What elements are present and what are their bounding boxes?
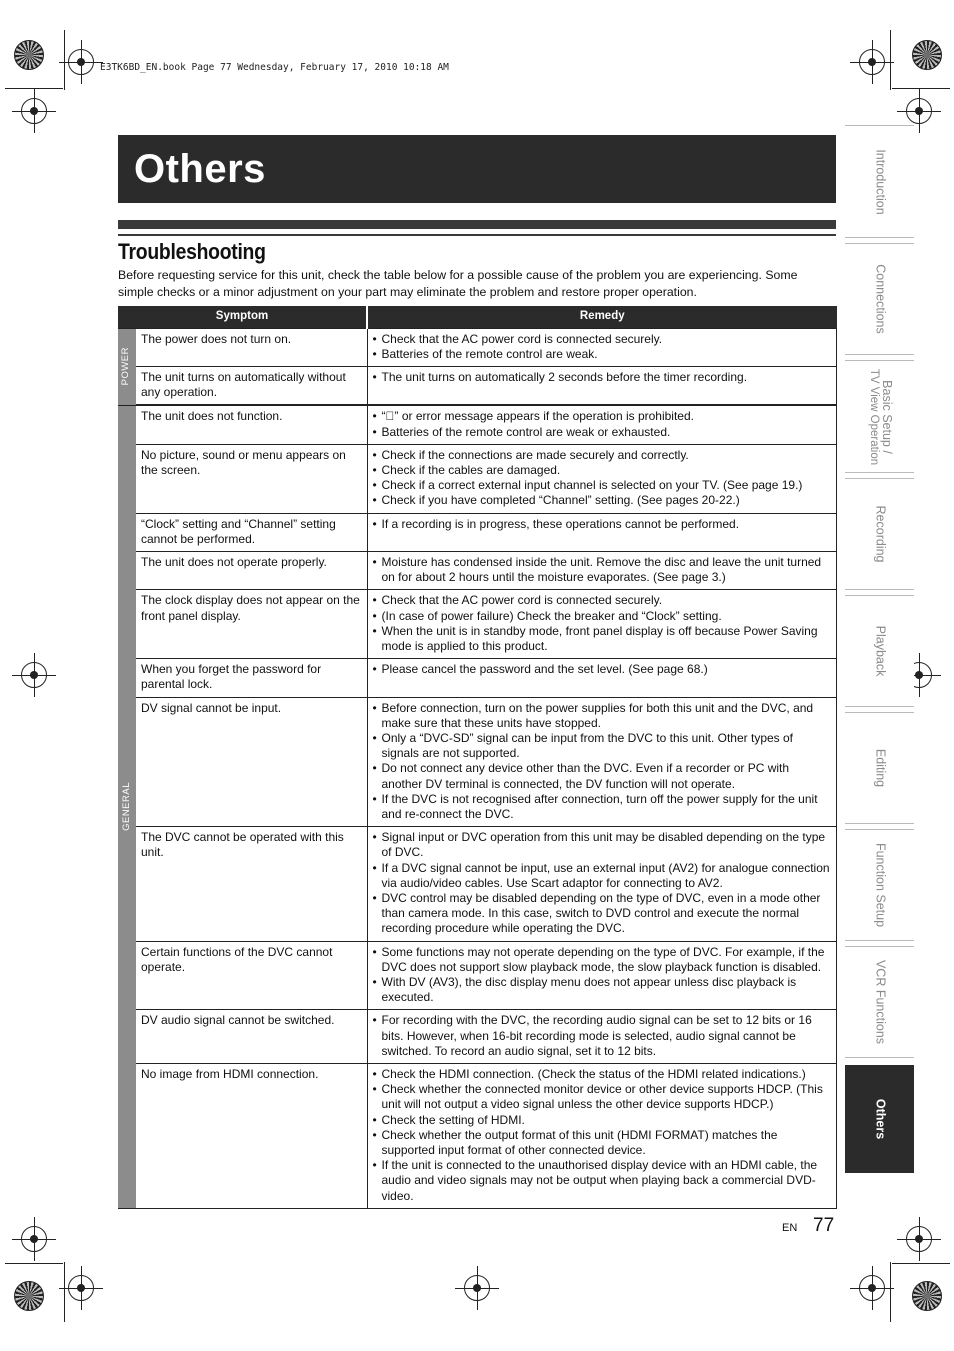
- table-row: [118, 659, 837, 697]
- side-tab-editing[interactable]: [845, 712, 914, 824]
- remedy-list: [373, 332, 832, 362]
- remedy-item: • If a recording is in progress, these operations cannot be performed.: [373, 517, 832, 532]
- symptom-cell: Certain functions of the DVC cannot operate.: [136, 941, 367, 1010]
- side-tab-vcr-functions[interactable]: [845, 946, 914, 1058]
- remedy-item: • With DV (AV3), the disc display menu does not appear unless disc playback is executed.: [373, 975, 832, 1005]
- remedy-cell: [367, 941, 837, 1010]
- crop-mark: [5, 88, 63, 89]
- table-body: [118, 328, 837, 1208]
- table-row: [118, 444, 837, 513]
- remedy-list: [373, 409, 832, 439]
- remedy-list: [373, 1013, 832, 1059]
- registration-disc-bottom-left: [14, 1281, 44, 1311]
- table-row: [118, 1010, 837, 1064]
- remedy-item: • If the unit is connected to the unauthorised display device with an HDMI cable, the audio and video signals may not be output when playing back a commercial DVD-video.: [373, 1158, 832, 1204]
- remedy-item: • Batteries of the remote control are weak.: [373, 347, 832, 362]
- remedy-list: [373, 701, 832, 823]
- crosshair-mark: [21, 662, 47, 688]
- table-row: [118, 551, 837, 589]
- remedy-item: • Check that the AC power cord is connected securely.: [373, 593, 832, 608]
- table-row: [118, 697, 837, 827]
- remedy-item: • Check if the connections are made securely and correctly.: [373, 448, 832, 463]
- remedy-item: • Check that the AC power cord is connected securely.: [373, 332, 832, 347]
- side-tab-recording[interactable]: [845, 478, 914, 590]
- crop-mark: [890, 1262, 891, 1322]
- symptom-cell: The DVC cannot be operated with this unit.: [136, 827, 367, 941]
- side-tab-label-line: Recording: [873, 505, 887, 563]
- side-tab-label: [873, 960, 886, 1044]
- remedy-cell: [367, 366, 837, 405]
- symptom-cell: No picture, sound or menu appears on the screen.: [136, 444, 367, 513]
- intro-paragraph: Before requesting service for this unit, check the table below for a possible cause of the problem you are experiencing. Some simple checks or a minor adjustment on your part may eliminate the problem and restore proper operation.: [118, 268, 798, 299]
- side-tab-label-line: TV View Operation: [867, 368, 880, 465]
- side-tab-connections[interactable]: [845, 243, 914, 355]
- remedy-item: • “⃠” or error message appears if the operation is prohibited.: [373, 409, 832, 424]
- chapter-title: Others: [134, 147, 266, 191]
- crop-mark: [5, 1263, 63, 1264]
- remedy-item: • If a DVC signal cannot be input, use an external input (AV2) for analogue connection via audio/video cables. Use Scart adaptor for connecting to AV2.: [373, 861, 832, 891]
- crosshair-mark: [68, 49, 94, 75]
- side-tab-label-line: Function Setup: [873, 842, 887, 928]
- remedy-item: • Batteries of the remote control are weak or exhausted.: [373, 425, 832, 440]
- crosshair-mark: [21, 1226, 47, 1252]
- symptom-cell: When you forget the password for parental lock.: [136, 659, 367, 697]
- header-remedy: Remedy: [367, 306, 837, 328]
- registration-disc-bottom-right: [912, 1281, 942, 1311]
- remedy-item: • Check the HDMI connection. (Check the status of the HDMI related indications.): [373, 1067, 832, 1082]
- remedy-list: [373, 593, 832, 654]
- remedy-item: • DVC control may be disabled depending on the type of DVC, even in a mode other than camera mode. In this case, switch to DVD control and execute the normal recording procedure while operating the DVC.: [373, 891, 832, 937]
- remedy-item: • Please cancel the password and the set level. (See page 68.): [373, 662, 832, 677]
- remedy-cell: [367, 590, 837, 659]
- remedy-list: [373, 448, 832, 509]
- remedy-item: • Check if the cables are damaged.: [373, 463, 832, 478]
- remedy-item: • When the unit is in standby mode, front panel display is off because Power Saving mode is applied to this product.: [373, 624, 832, 654]
- side-tab-label: [873, 506, 886, 563]
- symptom-cell: The clock display does not appear on the front panel display.: [136, 590, 367, 659]
- crosshair-mark: [906, 1226, 932, 1252]
- remedy-item: • The unit turns on automatically 2 seconds before the timer recording.: [373, 370, 832, 385]
- remedy-item: • Check if you have completed “Channel” setting. (See pages 20-22.): [373, 493, 832, 508]
- remedy-item: • Check the setting of HDMI.: [373, 1113, 832, 1128]
- remedy-list: [373, 370, 832, 385]
- remedy-cell: [367, 444, 837, 513]
- crosshair-mark: [859, 49, 885, 75]
- table-row: [118, 827, 837, 941]
- side-tab-label: [873, 626, 886, 677]
- side-tab-label: [873, 149, 886, 214]
- side-tab-others[interactable]: [845, 1065, 914, 1173]
- crop-mark: [892, 1263, 950, 1264]
- remedy-item: • Check whether the output format of this unit (HDMI FORMAT) matches the supported input format of other connected device.: [373, 1128, 832, 1158]
- remedy-cell: [367, 405, 837, 444]
- remedy-cell: [367, 328, 837, 366]
- table-row: [118, 941, 837, 1010]
- remedy-item: • (In case of power failure) Check the breaker and “Clock” setting.: [373, 609, 832, 624]
- symptom-cell: The unit does not function.: [136, 405, 367, 444]
- remedy-cell: [367, 513, 837, 551]
- symptom-cell: “Clock” setting and “Channel” setting cannot be performed.: [136, 513, 367, 551]
- book-slug-line: E3TK6BD_EN.book Page 77 Wednesday, February 17, 2010 10:18 AM: [100, 62, 449, 73]
- crosshair-mark: [21, 98, 47, 124]
- side-tab-label: [867, 368, 893, 464]
- header-symptom: Symptom: [118, 306, 367, 328]
- crosshair-mark: [464, 1275, 490, 1301]
- remedy-item: • Some functions may not operate depending on the type of DVC. For example, if the DVC does not support slow playback mode, the slow playback function is disabled.: [373, 945, 832, 975]
- symptom-cell: DV signal cannot be input.: [136, 697, 367, 827]
- symptom-cell: The unit does not operate properly.: [136, 551, 367, 589]
- side-tab-label-line: Playback: [873, 625, 887, 677]
- side-tab-function-setup[interactable]: [845, 829, 914, 941]
- symptom-cell: No image from HDMI connection.: [136, 1064, 367, 1209]
- remedy-cell: [367, 1064, 837, 1209]
- side-tab-label-line: Basic Setup /: [879, 379, 894, 454]
- crosshair-mark: [859, 1275, 885, 1301]
- section-rule: [118, 220, 836, 229]
- remedy-item: • If the DVC is not recognised after connection, turn off the power supply for the unit and re-connect the DVC.: [373, 792, 832, 822]
- crop-mark: [64, 1262, 65, 1322]
- symptom-cell: The unit turns on automatically without any operation.: [136, 366, 367, 405]
- remedy-item: • Do not connect any device other than the DVC. Even if a recorder or PC with another DV terminal is connected, the DV function will not operate.: [373, 761, 832, 791]
- remedy-cell: [367, 827, 837, 941]
- side-tab-introduction[interactable]: [845, 125, 914, 238]
- remedy-item: • For recording with the DVC, the recording audio signal can be set to 12 bits or 16 bits. However, when 16-bit recording mode is selected, audio signal cannot be switched. To record an audio signal, set it to 12 bits.: [373, 1013, 832, 1059]
- table-row: [118, 590, 837, 659]
- remedy-list: [373, 1067, 832, 1204]
- remedy-list: [373, 555, 832, 585]
- crosshair-mark: [906, 98, 932, 124]
- symptom-cell: The power does not turn on.: [136, 328, 367, 366]
- footer-language: EN: [782, 1222, 798, 1234]
- side-tab-label-line: Editing: [873, 748, 887, 788]
- crosshair-mark: [68, 1275, 94, 1301]
- table-row: [118, 1064, 837, 1209]
- side-tab-label-line: VCR Functions: [873, 959, 887, 1045]
- side-tab-label: [873, 264, 886, 334]
- symptom-cell: DV audio signal cannot be switched.: [136, 1010, 367, 1064]
- remedy-cell: [367, 697, 837, 827]
- remedy-list: [373, 517, 832, 532]
- remedy-item: • Before connection, turn on the power supplies for both this unit and the DVC, and make sure that these units have stopped.: [373, 701, 832, 731]
- remedy-cell: [367, 551, 837, 589]
- registration-disc-top-right: [912, 40, 942, 70]
- crop-mark: [890, 30, 891, 90]
- chapter-banner: [118, 135, 836, 203]
- side-tab-basic-setup[interactable]: [845, 360, 914, 473]
- side-tab-label-line: Others: [873, 1098, 887, 1140]
- category-general: [118, 405, 136, 1208]
- page-number: 77: [813, 1215, 835, 1236]
- remedy-item: • Check whether the connected monitor device or other device supports HDCP. (This unit will not output a video signal unless the other device supports HDCP.): [373, 1082, 832, 1112]
- remedy-list: [373, 830, 832, 936]
- side-tab-playback[interactable]: [845, 595, 914, 707]
- crop-mark: [892, 88, 950, 89]
- table-row: [118, 366, 837, 405]
- side-tab-label-line: Introduction: [873, 148, 887, 215]
- table-row: [118, 405, 837, 444]
- remedy-item: • Signal input or DVC operation from this unit may be disabled depending on the type of DVC.: [373, 830, 832, 860]
- remedy-item: • Check if a correct external input channel is selected on your TV. (See page 19.): [373, 478, 832, 493]
- category-power: [118, 328, 136, 405]
- troubleshooting-table: [118, 306, 837, 1209]
- table-header-row: [118, 306, 837, 328]
- remedy-list: [373, 945, 832, 1006]
- registration-disc-top-left: [14, 40, 44, 70]
- remedy-cell: [367, 1010, 837, 1064]
- side-tab-label: [873, 1099, 886, 1139]
- side-tab-label: [873, 749, 886, 787]
- crop-mark: [64, 30, 65, 90]
- side-tab-label: [873, 843, 886, 927]
- section-rule-thin: [118, 234, 836, 236]
- side-tab-label-line: Connections: [873, 264, 887, 334]
- remedy-item: • Moisture has condensed inside the unit. Remove the disc and leave the unit turned on for about 2 hours until the moisture evaporates. (See page 3.): [373, 555, 832, 585]
- remedy-item: • Only a “DVC-SD” signal can be input from the DVC to this unit. Other types of signals are not supported.: [373, 731, 832, 761]
- category-label: GENERAL: [121, 782, 133, 832]
- table-row: [118, 328, 837, 366]
- table-row: [118, 513, 837, 551]
- remedy-cell: [367, 659, 837, 697]
- category-label: POWER: [120, 347, 131, 386]
- remedy-list: [373, 662, 832, 677]
- section-title: Troubleshooting: [118, 239, 266, 264]
